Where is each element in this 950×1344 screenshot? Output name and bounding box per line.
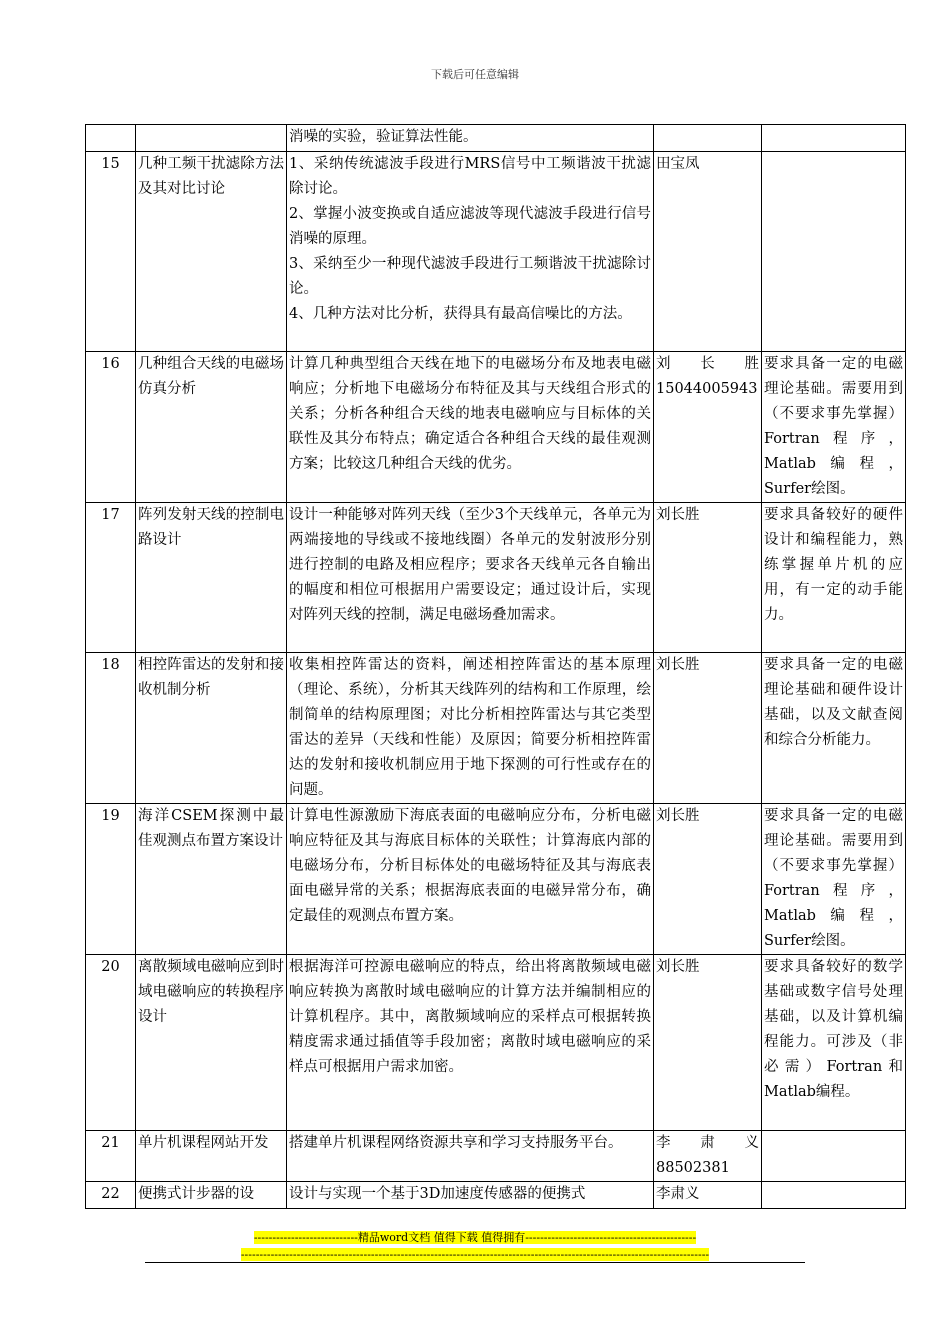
table-row (86, 1131, 906, 1182)
topic-number-cell: 15 (86, 152, 136, 352)
advisor-cell: 刘长胜 (654, 955, 762, 1131)
topic-content-paragraph: 收集相控阵雷达的资料，阐述相控阵雷达的基本原理（理论、系统），分析其天线阵列的结构和工作原理，绘制简单的结构原理图；对比分析相控阵雷达与其它类型雷达的差异（天线和性能）及原因；简要分析相控阵雷达的发射和接收机制应用于地下探测的可行性或存在的问题。 (289, 657, 651, 798)
topic-content-cell (287, 653, 654, 804)
topic-content-cell (287, 125, 654, 152)
topic-number-cell: 21 (86, 1131, 136, 1182)
topic-number-cell: 17 (86, 503, 136, 653)
requirements-cell: 要求具备较好的数学基础或数字信号处理基础，以及计算机编程能力。可涉及（非必需）Fortran和Matlab编程。 (762, 955, 906, 1131)
table-row (86, 955, 906, 1131)
advisor-cell: 刘长胜 (654, 804, 762, 955)
requirements-cell (762, 152, 906, 352)
table-row (86, 1182, 906, 1209)
table-row (86, 152, 906, 352)
requirements-cell: 要求具备较好的硬件设计和编程能力，熟练掌握单片机的应用，有一定的动手能力。 (762, 503, 906, 653)
footer-banner-line-1: ----------------------------精品word文档 值得下载 值得拥有---------------------------------------------- (253, 1231, 697, 1244)
advisor-cell: 刘长胜 15044005943 (654, 352, 762, 503)
topic-title-cell: 海洋CSEM探测中最佳观测点布置方案设计 (136, 804, 287, 955)
topic-number-cell (86, 125, 136, 152)
topic-content-paragraph: 消噪的实验，验证算法性能。 (289, 129, 478, 145)
requirements-cell (762, 1182, 906, 1209)
topic-title-cell (136, 125, 287, 152)
topic-content-paragraph: 4、几种方法对比分析，获得具有最高信噪比的方法。 (289, 306, 632, 322)
requirements-cell (762, 125, 906, 152)
advisor-cell: 刘长胜 (654, 653, 762, 804)
topics-table-body (86, 125, 906, 1209)
topic-title-cell: 便携式计步器的设 (136, 1182, 287, 1209)
advisor-cell: 李肃义 (654, 1182, 762, 1209)
topic-number-cell: 20 (86, 955, 136, 1131)
topic-number-cell: 22 (86, 1182, 136, 1209)
advisor-cell (654, 125, 762, 152)
topics-table (85, 124, 906, 1209)
table-row (86, 125, 906, 152)
topic-content-paragraph: 根据海洋可控源电磁响应的特点，给出将离散频域电磁响应转换为离散时域电磁响应的计算方法并编制相应的计算机程序。其中，离散频域响应的采样点可根据转换精度需求通过插值等手段加密；离散时域电磁响应的采样点可根据用户需求加密。 (289, 959, 651, 1075)
topic-content-paragraph: 计算电性源激励下海底表面的电磁响应分布，分析电磁响应特征及其与海底目标体的关联性；计算海底内部的电磁场分布，分析目标体处的电磁场特征及其与海底表面电磁异常的关系；根据海底表面的电磁异常分布，确定最佳的观测点布置方案。 (289, 808, 651, 924)
table-row (86, 653, 906, 804)
topic-title-cell: 相控阵雷达的发射和接收机制分析 (136, 653, 287, 804)
page-header: 下载后可任意编辑 (431, 68, 519, 81)
topic-content-cell (287, 1182, 654, 1209)
topic-content-paragraph: 1、采纳传统滤波手段进行MRS信号中工频谐波干扰滤除讨论。 (289, 156, 651, 197)
advisor-cell: 田宝凤 (654, 152, 762, 352)
topic-content-cell (287, 955, 654, 1131)
advisor-cell: 刘长胜 (654, 503, 762, 653)
advisor-cell: 李肃义 88502381 (654, 1131, 762, 1182)
topic-title-cell: 阵列发射天线的控制电路设计 (136, 503, 287, 653)
topic-content-cell (287, 152, 654, 352)
topic-content-paragraph: 搭建单片机课程网络资源共享和学习支持服务平台。 (289, 1135, 623, 1151)
table-row (86, 804, 906, 955)
footer-banner (0, 1229, 950, 1263)
requirements-cell (762, 1131, 906, 1182)
topic-content-paragraph: 2、掌握小波变换或自适应滤波等现代滤波手段进行信号消噪的原理。 (289, 206, 651, 247)
requirements-cell: 要求具备一定的电磁理论基础和硬件设计基础，以及文献查阅和综合分析能力。 (762, 653, 906, 804)
requirements-cell: 要求具备一定的电磁理论基础。需要用到（不要求事先掌握）Fortran程序，Matlab编程，Surfer绘图。 (762, 352, 906, 503)
topic-title-cell: 离散频域电磁响应到时域电磁响应的转换程序设计 (136, 955, 287, 1131)
topic-content-paragraph: 3、采纳至少一种现代滤波手段进行工频谐波干扰滤除讨论。 (289, 256, 651, 297)
topic-content-cell (287, 1131, 654, 1182)
topic-number-cell: 16 (86, 352, 136, 503)
topic-title-cell: 几种工频干扰滤除方法及其对比讨论 (136, 152, 287, 352)
topic-content-paragraph: 设计一种能够对阵列天线（至少3个天线单元，各单元为两端接地的导线或不接地线圈）各单元的发射波形分别进行控制的电路及相应程序；要求各天线单元各自输出的幅度和相位可根据用户需要设定；通过设计后，实现对阵列天线的控制，满足电磁场叠加需求。 (289, 507, 651, 623)
topic-content-cell (287, 804, 654, 955)
topic-title-cell: 几种组合天线的电磁场仿真分析 (136, 352, 287, 503)
footer-divider (145, 1262, 805, 1263)
topic-content-cell (287, 352, 654, 503)
topic-number-cell: 18 (86, 653, 136, 804)
requirements-cell: 要求具备一定的电磁理论基础。需要用到（不要求事先掌握）Fortran程序，Matlab编程，Surfer绘图。 (762, 804, 906, 955)
table-row (86, 352, 906, 503)
topic-content-paragraph: 设计与实现一个基于3D加速度传感器的便携式 (289, 1186, 586, 1202)
table-row (86, 503, 906, 653)
footer-banner-line-2: ------------------------------------------------------------------------------------------------------------------------------ (240, 1248, 710, 1261)
topic-content-cell (287, 503, 654, 653)
topic-content-paragraph: 计算几种典型组合天线在地下的电磁场分布及地表电磁响应；分析地下电磁场分布特征及其与天线组合形式的关系；分析各种组合天线的地表电磁响应与目标体的关联性及其分布特点；确定适合各种组合天线的最佳观测方案；比较这几种组合天线的优劣。 (289, 356, 651, 472)
topic-title-cell: 单片机课程网站开发 (136, 1131, 287, 1182)
topic-number-cell: 19 (86, 804, 136, 955)
